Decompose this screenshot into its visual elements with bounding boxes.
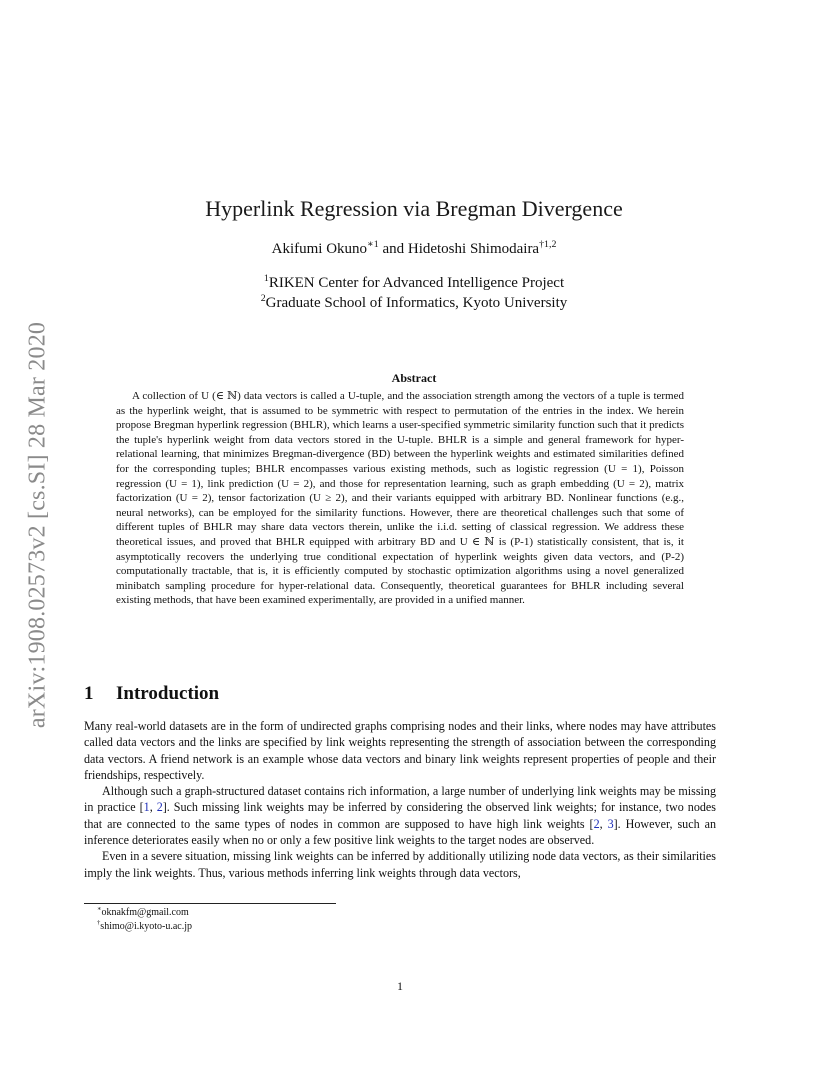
paragraph-1: Many real-world datasets are in the form of undirected graphs comprising nodes and their links, where nodes may have attributes called data vectors and the links are specified by link weights representing the strength of association between the corresponding data vectors. A friend network is an example whose data vectors and binary link weights represent properties of people and their friendships, respectively. bbox=[84, 719, 716, 782]
affiliations bbox=[0, 273, 828, 313]
footnote-1-mark: ∗ bbox=[97, 905, 102, 913]
paragraph-2-part-c: ]. However, such an inference deteriorates easily when no or only a few positive link weights to the target nodes are observed. bbox=[84, 816, 717, 848]
citation-link[interactable]: 1 bbox=[143, 800, 150, 815]
affiliation-1-mark: 1 bbox=[263, 273, 269, 284]
citation-link[interactable]: 2 bbox=[593, 816, 600, 831]
affiliation-2-text: Graduate School of Informatics, Kyoto University bbox=[265, 295, 568, 311]
author-line bbox=[0, 241, 828, 258]
footnote-2 bbox=[97, 920, 192, 934]
paragraph-2-part-b: ]. Such missing link weights may be inferred by considering the observed link weights; for instance, two nodes that are connected to the same types of nodes in common are supposed to have high link weights [ bbox=[84, 800, 717, 831]
footnote-rule bbox=[84, 903, 336, 904]
affiliation-2-mark: 2 bbox=[260, 293, 266, 304]
citation-link[interactable]: 3 bbox=[607, 816, 614, 831]
affiliation-2 bbox=[0, 293, 828, 313]
arxiv-stamp bbox=[18, 295, 58, 755]
footnote-1-email: oknakfm@gmail.com bbox=[101, 907, 189, 918]
arxiv-stamp-text: arXiv:1908.02573v2 [cs.SI] 28 Mar 2020 bbox=[24, 321, 51, 729]
footnotes bbox=[97, 906, 192, 933]
author-1-marks: ∗1 bbox=[367, 239, 379, 250]
section-title: Introduction bbox=[116, 683, 220, 704]
introduction-body bbox=[84, 718, 716, 881]
paragraph-3: Even in a severe situation, missing link weights can be inferred by additionally utilizing node data vectors, as their similarities imply the link weights. Thus, various methods inferring link weights through data vectors, bbox=[84, 849, 716, 880]
page-number: 1 bbox=[397, 979, 403, 993]
affiliation-1 bbox=[0, 273, 828, 293]
citation-link[interactable]: 2 bbox=[156, 800, 163, 815]
affiliation-1-text: RIKEN Center for Advanced Intelligence Project bbox=[268, 275, 565, 291]
footnote-2-mark: † bbox=[97, 919, 101, 927]
paragraph-2: Although such a graph-structured dataset contains rich information, a large number of underlying link weights may be missing in practice [1, 2]. Such missing link weights may be inferred by considering the observed link weights; for instance, two nodes that are connected to the same types of nodes in common are supposed to have high link weights [2, 3]. However, such an inference deteriorates easily when no or only a few positive link weights to the target nodes are observed. bbox=[84, 784, 717, 848]
abstract-text: A collection of U (∈ ℕ) data vectors is called a U-tuple, and the association strength among the vectors of a tuple is termed as the hyperlink weight, that is assumed to be symmetric with respect to permutation of the entries in the index. We herein propose Bregman hyperlink regression (BHLR), which learns a user-specified symmetric similarity function such that it predicts the tuple's hyperlink weight from data vectors stored in the U-tuple. BHLR is a simple and general framework for hyper-relational learning, that minimizes Bregman-divergence (BD) between the hyperlink weights and estimated similarities defined for the corresponding tuples; BHLR encompasses various existing methods, such as logistic regression (U = 1), Poisson regression (U = 1), link prediction (U = 2), and those for representation learning, such as graph embedding (U = 2), matrix factorization (U = 2), tensor factorization (U ≥ 2), and their variants equipped with arbitrary BD. Nonlinear functions (e.g., neural networks), can be employed for the similarity functions. However, there are theoretical challenges such that some of different tuples of BHLR may share data vectors therein, unlike the i.i.d. setting of classical regression. We address these theoretical issues, and proved that BHLR equipped with arbitrary BD and U ∈ ℕ is (P-1) statistically consistent, that is, it asymptotically recovers the underlying true conditional expectation of hyperlink weights given data vectors, and (P-2) computationally tractable, that is, it is efficiently computed by stochastic optimization algorithms using a novel generalized minibatch sampling procedure for hyper-relational data. Consequently, theoretical guarantees for BHLR including several existing methods, that have been examined experimentally, are provided in a unified manner. bbox=[116, 390, 684, 607]
author-2-marks: †1,2 bbox=[539, 239, 557, 250]
author-conjunction: and bbox=[378, 241, 408, 257]
section-number: 1 bbox=[84, 683, 94, 704]
footnote-1 bbox=[97, 906, 192, 920]
author-1: Akifumi Okuno bbox=[271, 241, 368, 257]
author-2: Hidetoshi Shimodaira bbox=[407, 241, 540, 257]
section-heading bbox=[84, 683, 219, 705]
paragraph-2-part-a: Although such a graph-structured dataset contains rich information, a large number of underlying link weights may be missing in practice [ bbox=[84, 784, 716, 815]
paper-title: Hyperlink Regression via Bregman Divergence bbox=[205, 196, 623, 221]
footnote-2-email: shimo@i.kyoto-u.ac.jp bbox=[100, 920, 192, 932]
abstract-heading: Abstract bbox=[391, 371, 437, 385]
